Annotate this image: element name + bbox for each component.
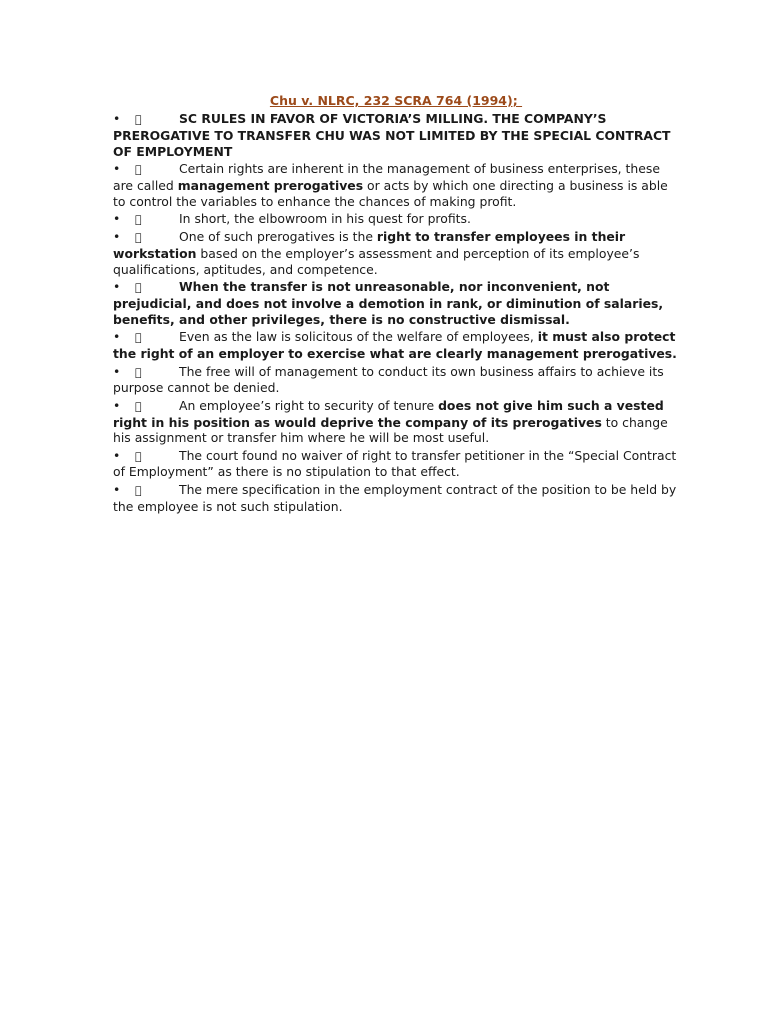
bullet-icon: • (113, 275, 121, 291)
bullet-icon: • (113, 324, 121, 340)
bullet-paragraph (113, 390, 679, 446)
missing-glyph-icon (135, 280, 179, 296)
bullet-paragraph (113, 275, 679, 327)
missing-glyph-icon (135, 162, 179, 178)
missing-glyph-icon (135, 112, 179, 128)
document-title: Chu v. NLRC, 232 SCRA 764 (1994); (269, 93, 523, 108)
missing-glyph-icon (135, 330, 179, 346)
missing-glyph-icon (135, 230, 179, 246)
bullet-icon: • (113, 390, 121, 406)
paragraph-list (113, 111, 679, 514)
bullet-icon: • (113, 357, 121, 373)
bold-text: does not give him such a vested right in his position as would deprive the company of its prerogatives (113, 390, 664, 422)
bullet-icon: • (113, 208, 121, 224)
missing-glyph-icon (135, 399, 179, 415)
document-page (113, 93, 679, 516)
bold-text: management prerogatives (177, 175, 364, 191)
body-text: to change his assignment or transfer him where he will be most useful. (113, 406, 668, 438)
body-text: The mere specification in the employment contract of the position to be held by the employee is not such stipulation. (113, 472, 677, 504)
bullet-paragraph (113, 357, 679, 397)
body-text: In short, the elbowroom in his quest for profits. (179, 208, 471, 224)
bullet-paragraph (113, 226, 679, 277)
body-text: based on the employer’s assessment and perception of its employee’s qualifications, aptitudes, and competence. (113, 242, 640, 273)
body-text: Even as the law is solicitous of the welfare of employees, (179, 324, 538, 340)
body-text: One of such prerogatives is the (179, 226, 377, 242)
bold-text: SC RULES IN FAVOR OF VICTORIA’S MILLING. THE COMPANY’S PREROGATIVE TO TRANSFER CHU WAS NOT LIMITED BY THE SPECIAL CONTRACT OF EMPLOYMENT (113, 111, 671, 158)
missing-glyph-icon (135, 449, 179, 465)
bullet-icon: • (113, 111, 121, 126)
bullet-icon: • (113, 439, 121, 455)
missing-glyph-icon (135, 483, 179, 499)
bold-text: it must also protect the right of an employer to exercise what are clearly management prerogatives. (113, 324, 677, 356)
bullet-paragraph (113, 161, 679, 209)
bullet-icon: • (113, 159, 121, 175)
bold-text: When the transfer is not unreasonable, nor inconvenient, not prejudicial, and does not involve a demotion in rank, or diminution of salaries, benefits, and other privileges, there is no constructive dismissal. (113, 275, 664, 322)
bullet-icon: • (113, 226, 121, 242)
bold-text: right to transfer employees in their workstation (113, 226, 626, 258)
body-text: The free will of management to conduct its own business affairs to achieve its purpose cannot be denied. (113, 357, 664, 389)
body-text: Certain rights are inherent in the management of business enterprises, these are called (113, 159, 660, 191)
missing-glyph-icon (135, 212, 179, 228)
body-text: or acts by which one directing a business is able to control the variables to enhance the chances of making profit. (113, 175, 668, 207)
bullet-paragraph (113, 472, 679, 515)
bullet-paragraph (113, 439, 679, 481)
bullet-paragraph (113, 324, 679, 362)
bullet-paragraph (113, 111, 679, 159)
bullet-icon: • (113, 472, 121, 488)
body-text: An employee’s right to security of tenure (179, 390, 439, 406)
bullet-paragraph (113, 208, 679, 228)
body-text: The court found no waiver of right to transfer petitioner in the “Special Contract of Employment” as there is no stipulation to that effect. (113, 439, 677, 471)
missing-glyph-icon (135, 365, 179, 381)
